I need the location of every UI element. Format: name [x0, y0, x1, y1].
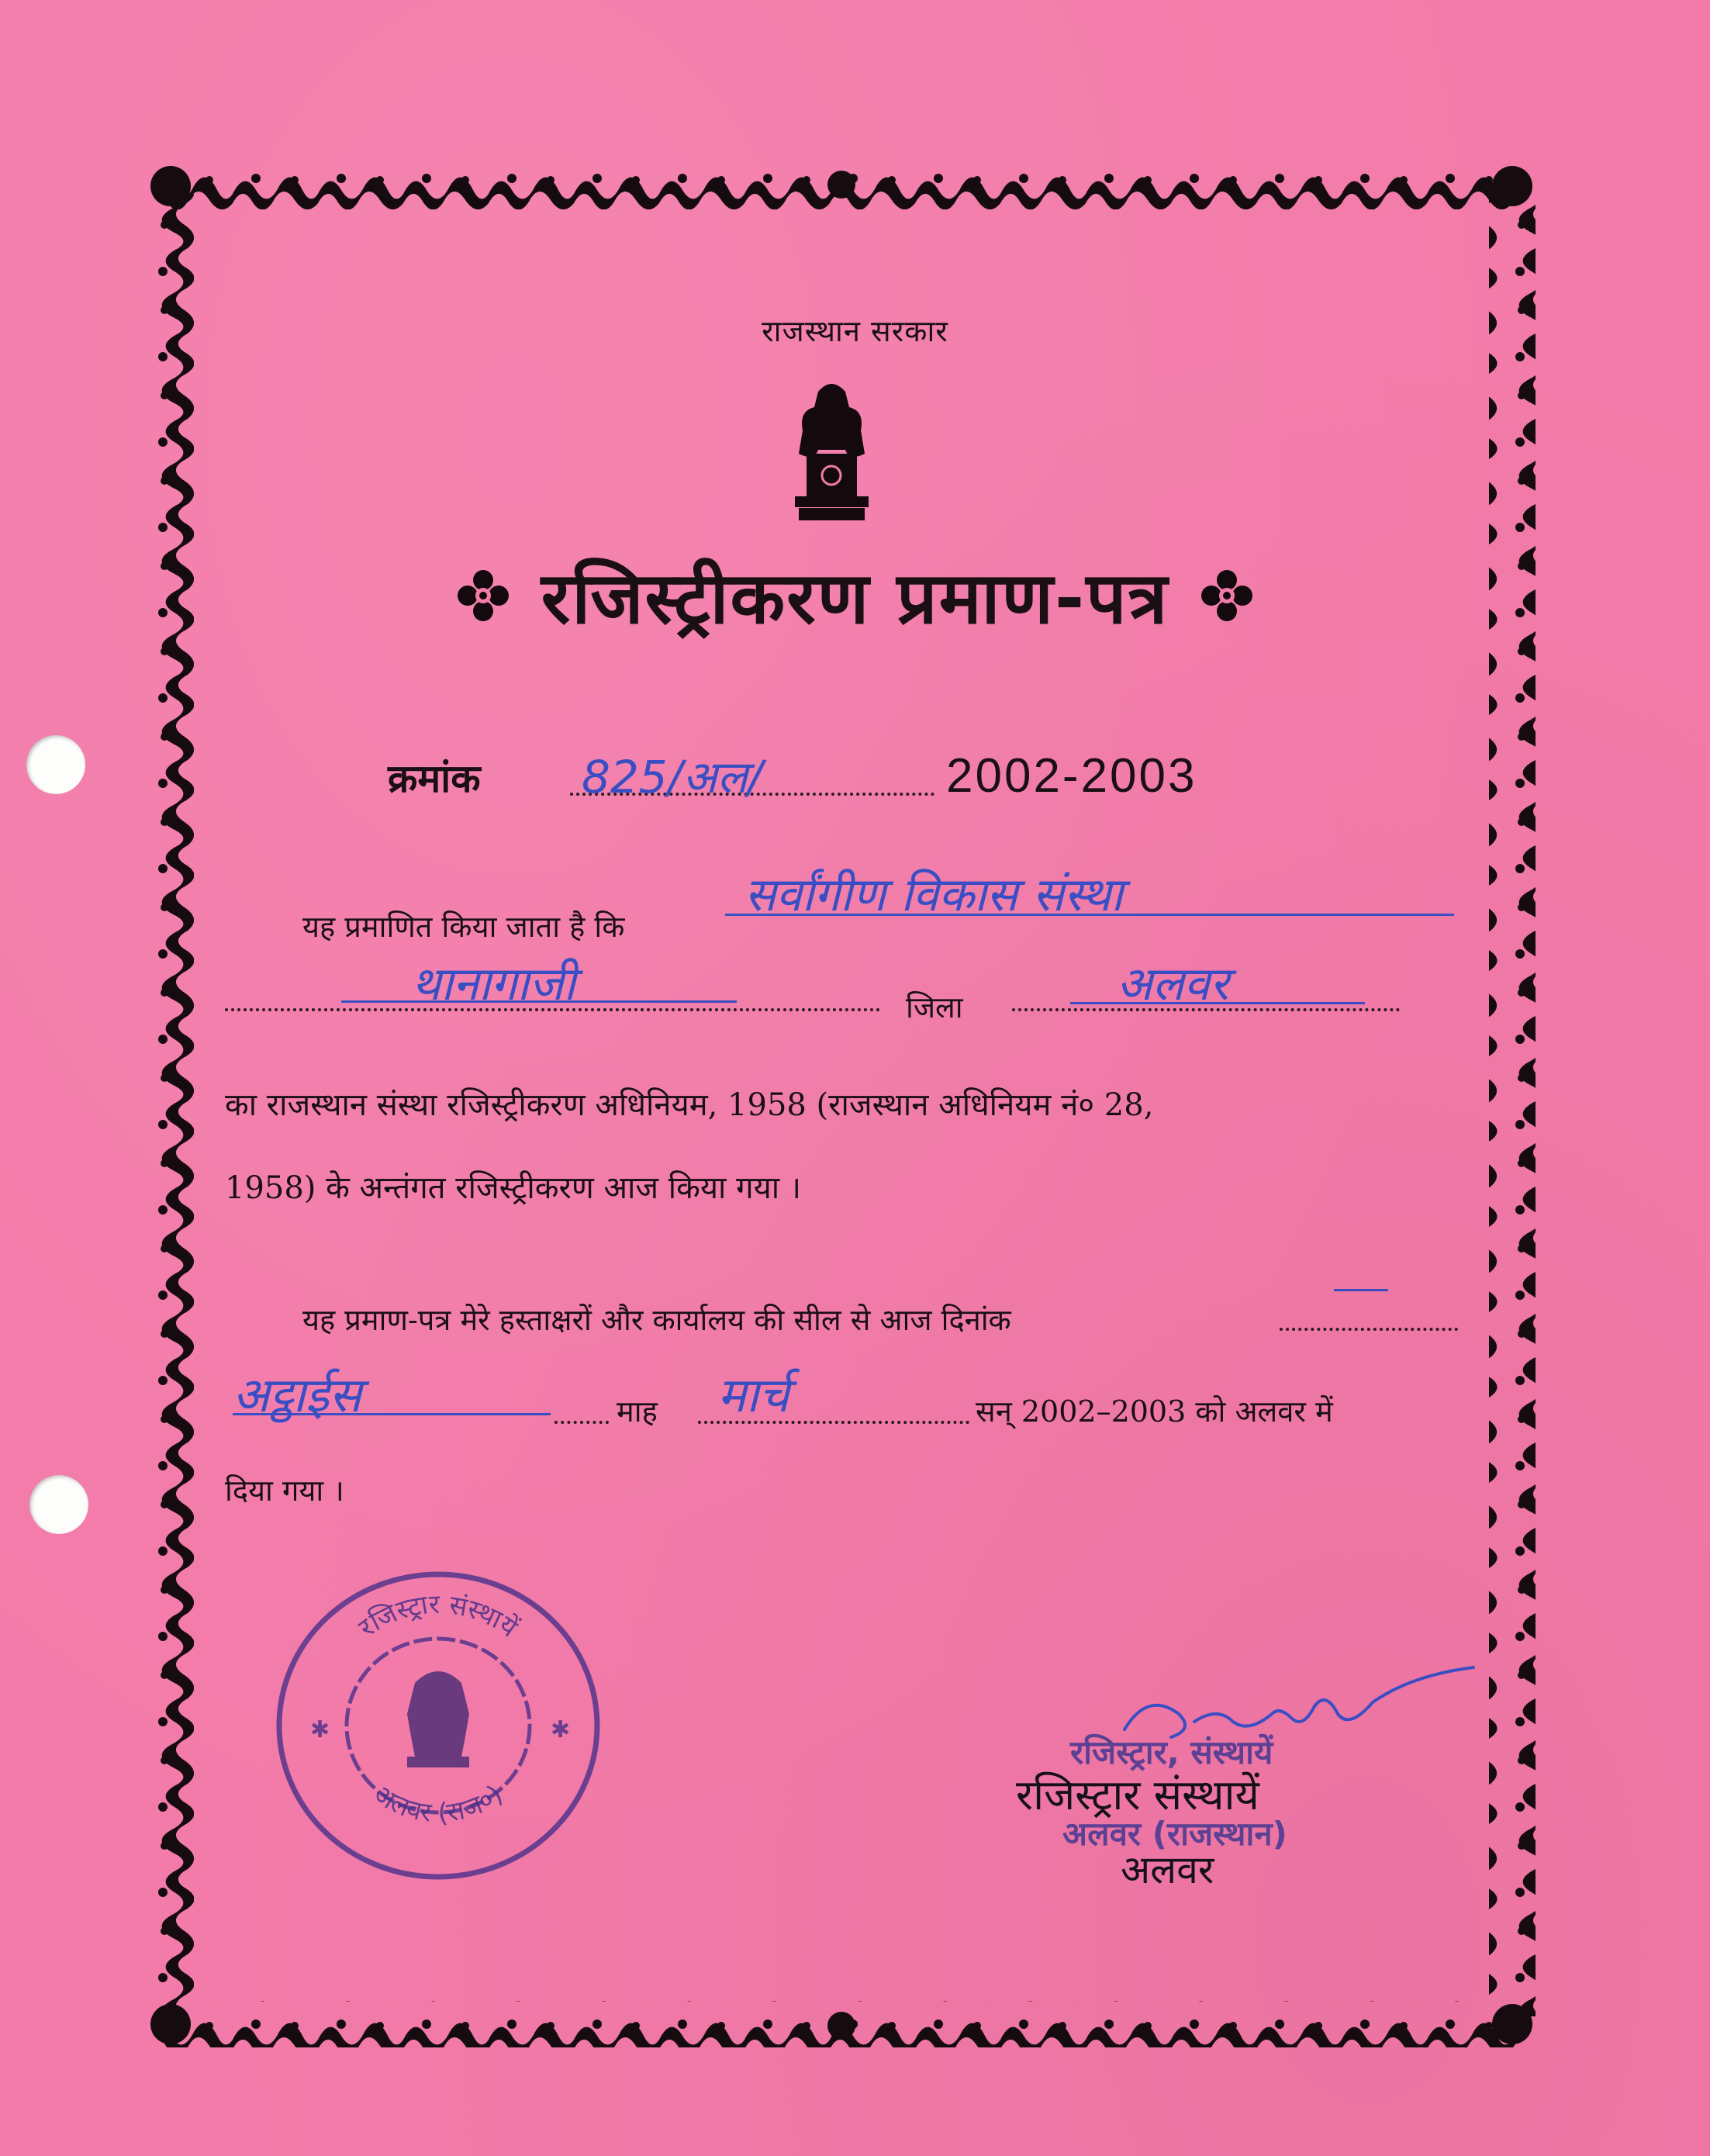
handwritten-serial-number: 825/अल/ — [582, 751, 763, 803]
svg-text:अलवर (राज०) — [368, 1778, 509, 1829]
seal-line: यह प्रमाण-पत्र मेरे हस्ताक्षरों और कार्यालय की सील से आज दिनांक — [302, 1303, 1011, 1337]
handwritten-underline — [725, 914, 1454, 916]
act-line-2: 1958) के अन्तंगत रजिस्ट्रीकरण आज किया गया । — [225, 1170, 802, 1206]
handwritten-society-name: सर्वांगीण विकास संस्था — [744, 868, 1123, 922]
handwritten-dash — [1334, 1289, 1388, 1291]
handwritten-underline — [233, 1413, 551, 1415]
punch-hole — [29, 1475, 88, 1534]
rubber-stamp-line-2: अलवर (राजस्थान) — [1062, 1815, 1287, 1853]
dotted-line — [554, 1421, 609, 1424]
handwritten-day: अट्ठाईस — [233, 1367, 362, 1423]
registrar-title: रजिस्ट्रार संस्थायें — [1016, 1771, 1259, 1819]
act-line-1: का राजस्थान संस्था रजिस्ट्रीकरण अधिनियम, 1958 (राजस्थान अधिनियम नं० 28, — [225, 1087, 1154, 1123]
svg-text:✱: ✱ — [310, 1716, 330, 1743]
handwritten-month: मार्च — [717, 1367, 789, 1423]
handwritten-district: अलवर — [1117, 957, 1229, 1011]
flower-ornament-icon — [456, 568, 510, 623]
month-label: माह — [617, 1394, 658, 1429]
svg-text:✱: ✱ — [551, 1716, 571, 1743]
svg-text:रजिस्ट्रार संस्थायें — [353, 1589, 523, 1644]
flower-ornament-icon — [1200, 568, 1254, 623]
given-text: दिया गया । — [225, 1474, 344, 1508]
handwritten-place: थानागाजी — [411, 957, 576, 1011]
year-place-text: सन् 2002–2003 को अलवर में — [976, 1394, 1333, 1429]
dotted-line — [1280, 1328, 1458, 1331]
certificate-title-row — [0, 547, 1710, 644]
serial-year: 2002-2003 — [946, 749, 1197, 803]
punch-hole — [26, 735, 85, 794]
handwritten-underline — [341, 1000, 737, 1003]
stamp-bottom-text: अलवर (राज०) — [368, 1778, 509, 1829]
office-seal-stamp — [256, 1559, 620, 1885]
ashoka-emblem-icon — [787, 376, 876, 523]
government-heading: राजस्थान सरकार — [762, 314, 948, 348]
certify-prefix: यह प्रमाणित किया जाता है कि — [302, 910, 625, 944]
stamp-top-text: रजिस्ट्रार संस्थायें — [353, 1588, 523, 1644]
rubber-stamp-line-1: रजिस्ट्रार, संस्थायें — [1070, 1733, 1273, 1771]
registrar-location: अलवर — [1121, 1847, 1214, 1892]
district-label: जिला — [906, 990, 963, 1024]
handwritten-underline — [1070, 1002, 1365, 1004]
certificate-title: रजिस्ट्रीकरण प्रमाण-पत्र — [541, 557, 1169, 640]
serial-label: क्रमांक — [388, 756, 481, 801]
